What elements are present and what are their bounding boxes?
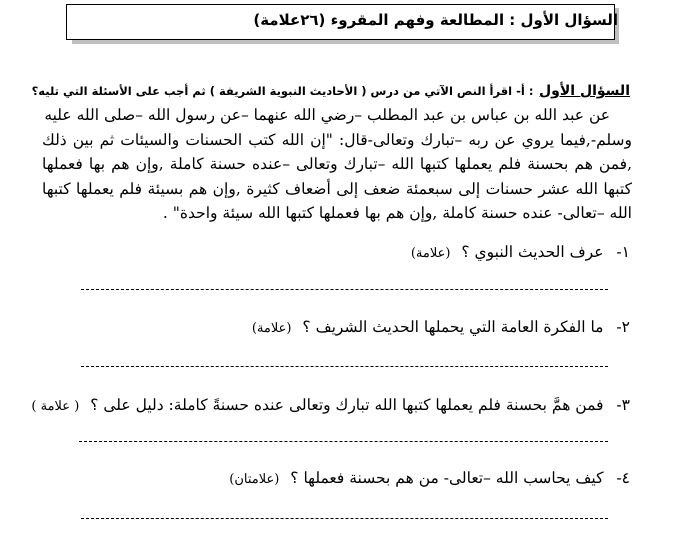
question-mark: (علامة) — [410, 246, 451, 261]
question-mark: ( علامة ) — [31, 399, 80, 414]
question-4 — [229, 469, 630, 487]
question-text: ما الفكرة العامة التي يحملها الحديث الشريف ؟ — [302, 318, 604, 336]
answer-line-1[interactable] — [81, 289, 608, 290]
question-mark: (علامتان) — [229, 472, 280, 487]
passage-first-line: عن عبد الله بن عباس بن عبد المطلب –رضي الله عنهما –عن رسول الله –صلى الله عليه — [44, 106, 610, 124]
question-instruction: : أ- اقرأ النص الآتي من درس ( الأحاديث النبوية الشريفة ) ثم أجب على الأسئلة التي تليه؟ — [31, 84, 534, 98]
question-1 — [411, 243, 630, 261]
question-label: السؤال الأول — [539, 83, 630, 99]
question-3 — [31, 396, 630, 414]
question-2 — [252, 318, 630, 336]
question-text: عرف الحديث النبوي ؟ — [461, 243, 604, 261]
question-mark: (علامة) — [251, 321, 292, 336]
question-text: فمن همَّ بحسنة فلم يعملها كتبها الله تبارك وتعالى عنده حسنةً كاملة: دليل على ؟ — [90, 396, 604, 414]
question-text: كيف يحاسب الله –تعالى- من هم بحسنة فعملها ؟ — [290, 469, 604, 487]
question-number: ٣- — [616, 396, 630, 414]
section-title: السؤال الأول : المطالعة وفهم المقروء (٢٦علامة) — [253, 11, 618, 29]
question-number: ١- — [616, 243, 630, 261]
answer-line-2[interactable] — [81, 366, 608, 367]
answer-line-4[interactable] — [81, 518, 608, 519]
answer-line-3[interactable] — [79, 441, 608, 442]
passage-body: وسلم-,فيما يروي عن ربه –تبارك وتعالى-قال: "إن الله كتب الحسنات والسيئات ثم بين ذلك ,فمن هم بحسنة فلم يعملها كتبها الله –تبارك وتعالى –عنده حسنة كاملة ,وإن هم بها فعملها كتبها الله عشر حسنات إلى سبعمئة ضعف إلى أضعاف كثيرة ,وإن هم بسيئة فلم يعملها كتبها الله –تعالى- عنده حسنة كاملة ,وإن هم بها فعملها كتبها الله سيئة واحدة" . — [42, 130, 632, 222]
question-number: ٤- — [616, 469, 630, 487]
question-number: ٢- — [616, 318, 630, 336]
question-heading — [32, 80, 630, 99]
hadith-passage — [42, 103, 632, 226]
